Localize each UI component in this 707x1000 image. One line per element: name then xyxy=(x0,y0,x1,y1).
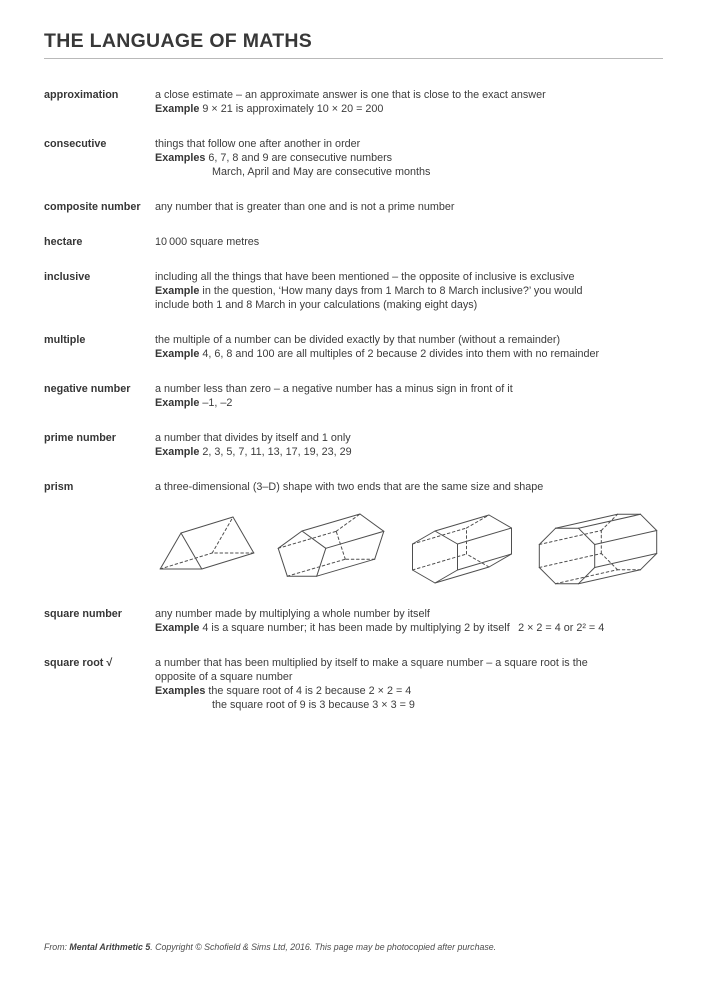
definition-line xyxy=(155,284,663,298)
example-label: Example xyxy=(155,622,200,634)
visible-edge xyxy=(302,514,360,531)
definition xyxy=(155,431,663,459)
visible-edge xyxy=(641,554,657,570)
hidden-edge xyxy=(278,531,336,548)
definition-text: any number made by multiplying a whole number by itself xyxy=(155,608,430,620)
definition-text: including all the things that have been mentioned – the opposite of inclusive is exclusive xyxy=(155,271,575,283)
prism-figures xyxy=(155,504,663,592)
example-label: Example xyxy=(155,397,200,409)
definition-line xyxy=(155,431,663,445)
footer-from-label: From: xyxy=(44,942,67,952)
pentagonal-prism-figure xyxy=(275,510,387,586)
definition-line xyxy=(155,333,663,347)
definition-line xyxy=(155,137,663,151)
visible-edge xyxy=(233,517,254,553)
visible-edge xyxy=(595,531,657,545)
example-label: Examples xyxy=(155,152,206,164)
example-label: Examples xyxy=(155,685,206,697)
visible-edge xyxy=(489,515,512,528)
visible-edge xyxy=(181,533,202,569)
footer-copyright-text: . Copyright © Schofield & Sims Ltd, 2016. This page may be photocopied after purchase. xyxy=(150,942,497,952)
page-title: THE LANGUAGE OF MATHS xyxy=(44,30,313,52)
entry-square-root xyxy=(44,656,663,712)
definition-text: a close estimate – an approximate answer is one that is close to the exact answer xyxy=(155,89,546,101)
definition-line xyxy=(155,347,663,361)
visible-edge xyxy=(435,515,489,531)
definition-text: a number that has been multiplied by itself to make a square number – a square root is the xyxy=(155,657,588,669)
visible-edge xyxy=(413,531,436,544)
definition xyxy=(155,88,663,116)
definition-text: a three-dimensional (3–D) shape with two ends that are the same size and shape xyxy=(155,481,544,493)
definition xyxy=(155,235,663,249)
term-label: inclusive xyxy=(44,271,91,283)
definition-line xyxy=(155,684,663,698)
visible-edge xyxy=(435,570,458,583)
visible-edge xyxy=(302,531,326,548)
hidden-edge xyxy=(413,528,467,544)
definition xyxy=(155,270,663,312)
visible-edge xyxy=(435,531,458,544)
entry-prime-number xyxy=(44,431,663,459)
definition-text: the multiple of a number can be divided exactly by that number (without a remainder) xyxy=(155,334,561,346)
octagonal-prism-figure xyxy=(535,504,663,592)
entry-inclusive xyxy=(44,270,663,312)
definition-line xyxy=(155,298,663,312)
definition-line xyxy=(155,102,663,116)
entry-multiple xyxy=(44,333,663,361)
example-label: Example xyxy=(155,285,200,297)
example-label: Example xyxy=(155,348,200,360)
definition xyxy=(155,333,663,361)
definition-text: any number that is greater than one and is not a prime number xyxy=(155,201,455,213)
triangular-prism-figure xyxy=(155,512,255,584)
example-label: Example xyxy=(155,103,200,115)
definition-line xyxy=(212,698,663,712)
hidden-edge xyxy=(539,554,601,568)
definition-line xyxy=(155,396,663,410)
definition xyxy=(155,656,663,712)
definition-line xyxy=(155,270,663,284)
visible-edge xyxy=(278,531,302,548)
definition-line xyxy=(155,621,663,635)
entry-square-number xyxy=(44,607,663,635)
definition-text: in the question, ‘How many days from 1 March to 8 March inclusive?’ you would xyxy=(202,285,583,297)
visible-edge xyxy=(458,554,512,570)
term-label: multiple xyxy=(44,334,86,346)
footer xyxy=(44,941,664,953)
definition-text: 6, 7, 8 and 9 are consecutive numbers xyxy=(208,152,393,164)
definition-line xyxy=(155,670,663,684)
definition-line xyxy=(155,480,663,494)
visible-edge xyxy=(317,548,326,576)
visible-edge xyxy=(641,514,657,530)
hidden-edge xyxy=(287,559,345,576)
definition-line xyxy=(155,382,663,396)
title-rule xyxy=(44,58,663,59)
definition-text: 9 × 21 is approximately 10 × 20 = 200 xyxy=(202,103,384,115)
visible-edge xyxy=(360,514,384,531)
visible-edge xyxy=(458,528,512,544)
entry-hectare xyxy=(44,235,663,249)
entry-negative-number xyxy=(44,382,663,410)
definition-text: 10 000 square metres xyxy=(155,236,260,248)
visible-edge xyxy=(317,559,375,576)
definition-line xyxy=(155,235,663,249)
definition-line xyxy=(155,151,663,165)
definition-line xyxy=(155,445,663,459)
definition xyxy=(155,200,663,214)
definition-text: things that follow one after another in order xyxy=(155,138,361,150)
definition-text: –1, –2 xyxy=(202,397,233,409)
visible-edge xyxy=(539,568,555,584)
visible-edge xyxy=(489,554,512,567)
visible-edge xyxy=(579,528,595,544)
definition xyxy=(155,607,663,635)
term-label: square root √ xyxy=(44,657,113,669)
example-label: Example xyxy=(155,446,200,458)
entry-consecutive xyxy=(44,137,663,179)
term-label: consecutive xyxy=(44,138,107,150)
visible-edge xyxy=(413,570,436,583)
visible-edge xyxy=(202,553,254,569)
definition xyxy=(155,382,663,410)
definition-text: 4 is a square number; it has been made by multiplying 2 by itself 2 × 2 = 4 or 2² = 4 xyxy=(202,622,605,634)
definition-text: the square root of 9 is 3 because 3 × 3 = 9 xyxy=(212,699,415,711)
glossary xyxy=(44,88,663,712)
visible-edge xyxy=(595,554,657,568)
definition-line xyxy=(212,165,663,179)
term-label: negative number xyxy=(44,383,131,395)
definition-text: a number less than zero – a negative number has a minus sign in front of it xyxy=(155,383,513,395)
hexagonal-prism-figure xyxy=(407,509,515,587)
definition-text: include both 1 and 8 March in your calculations (making eight days) xyxy=(155,299,478,311)
visible-edge xyxy=(375,531,384,559)
definition-line xyxy=(155,88,663,102)
definition xyxy=(155,137,663,179)
definition-text: 2, 3, 5, 7, 11, 13, 17, 19, 23, 29 xyxy=(202,446,352,458)
hidden-edge xyxy=(413,554,467,570)
definition xyxy=(155,480,663,586)
term-label: prime number xyxy=(44,432,116,444)
visible-edge xyxy=(278,548,287,576)
definition-line xyxy=(155,200,663,214)
hidden-edge xyxy=(467,554,490,567)
term-label: square number xyxy=(44,608,122,620)
hidden-edge xyxy=(336,514,360,531)
entry-prism xyxy=(44,480,663,586)
definition-line xyxy=(155,656,663,670)
hidden-edge xyxy=(467,515,490,528)
term-label: prism xyxy=(44,481,74,493)
definition-line xyxy=(155,607,663,621)
footer-book-title: Mental Arithmetic 5 xyxy=(69,942,151,952)
hidden-edge xyxy=(601,554,617,570)
visible-edge xyxy=(435,567,489,583)
term-label: hectare xyxy=(44,236,83,248)
definition-text: 4, 6, 8 and 100 are all multiples of 2 because 2 divides into them with no remainder xyxy=(202,348,600,360)
entry-approximation xyxy=(44,88,663,116)
entry-composite-number xyxy=(44,200,663,214)
visible-edge xyxy=(326,531,384,548)
definition-text: opposite of a square number xyxy=(155,671,293,683)
term-label: approximation xyxy=(44,89,119,101)
definition-text: the square root of 4 is 2 because 2 × 2 = 4 xyxy=(208,685,412,697)
definition-text: March, April and May are consecutive months xyxy=(212,166,431,178)
definition-text: a number that divides by itself and 1 only xyxy=(155,432,351,444)
term-label: composite number xyxy=(44,201,141,213)
visible-edge xyxy=(539,528,555,544)
